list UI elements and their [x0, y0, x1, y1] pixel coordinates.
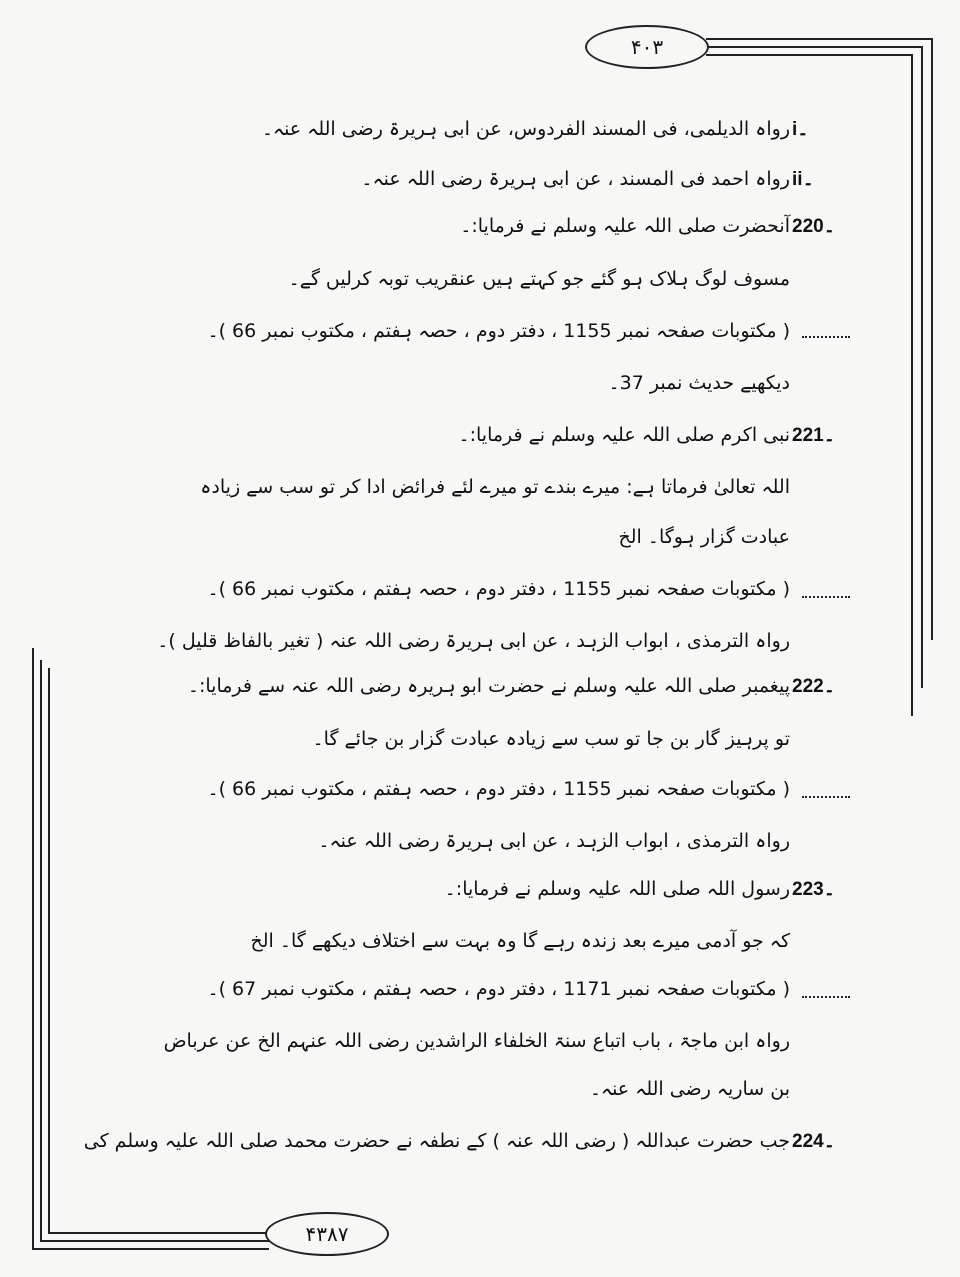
reference-line: ( مکتوبات صفحہ نمبر 1155 ، دفتر دوم ، حصہ ہفتم ، مکتوب نمبر 66 )۔: [207, 578, 790, 600]
entry-line: تو پرہیز گار بن جا تو سب سے زیادہ عبادت گزار بن جائے گا۔: [312, 728, 790, 750]
entry-line: عبادت گزار ہوگا۔ الخ: [618, 526, 790, 548]
entry-line: رواہ الدیلمی، فی المسند الفردوس، عن ابی ہریرۃ رضی اللہ عنہ۔: [261, 118, 790, 140]
note-line: بن ساریہ رضی اللہ عنہ۔: [589, 1078, 790, 1100]
reference-dots: [802, 996, 850, 998]
note-line: رواہ الترمذی ، ابواب الزہد ، عن ابی ہریرۃ رضی اللہ عنہ۔: [318, 830, 790, 852]
reference-dots: [802, 596, 850, 598]
page-number-top: ۴۰۳: [585, 25, 709, 69]
entry-line: اللہ تعالیٰ فرماتا ہے: میرے بندے تو میرے لئے فرائض ادا کر تو سب سے زیادہ: [200, 476, 790, 498]
entry-marker: 223۔: [792, 879, 835, 900]
entry-marker: 222۔: [792, 676, 835, 697]
entry-marker: i۔: [792, 119, 809, 140]
note-line: رواہ ابن ماجۃ ، باب اتباع سنۃ الخلفاء الراشدین رضی اللہ عنہم الخ عن عرباض: [163, 1030, 790, 1052]
reference-line: ( مکتوبات صفحہ نمبر 1155 ، دفتر دوم ، حصہ ہفتم ، مکتوب نمبر 66 )۔: [207, 320, 790, 342]
entry-line: جب حضرت عبداللہ ( رضی اللہ عنہ ) کے نطفہ نے حضرت محمد صلی اللہ علیہ وسلم کی: [83, 1130, 790, 1152]
entry-line: آنحضرت صلی اللہ علیہ وسلم نے فرمایا:۔: [460, 215, 790, 237]
reference-dots: [802, 796, 850, 798]
reference-dots: [802, 336, 850, 338]
entry-line: رواہ احمد فی المسند ، عن ابی ہریرۃ رضی اللہ عنہ۔: [361, 168, 790, 190]
entry-marker: ii۔: [792, 169, 814, 190]
entry-line: رسول اللہ صلی اللہ علیہ وسلم نے فرمایا:۔: [444, 878, 790, 900]
note-line: دیکھیے حدیث نمبر 37۔: [608, 372, 790, 394]
entry-line: کہ جو آدمی میرے بعد زندہ رہے گا وہ بہت سے اختلاف دیکھے گا۔ الخ: [250, 930, 790, 952]
reference-line: ( مکتوبات صفحہ نمبر 1155 ، دفتر دوم ، حصہ ہفتم ، مکتوب نمبر 66 )۔: [207, 778, 790, 800]
page-number-bottom: ۴۳۸۷: [265, 1212, 389, 1256]
entry-marker: 224۔: [792, 1131, 835, 1152]
entry-line: پیغمبر صلی اللہ علیہ وسلم نے حضرت ابو ہریرہ رضی اللہ عنہ سے فرمایا:۔: [187, 675, 790, 697]
entry-marker: 221۔: [792, 425, 835, 446]
entry-marker: 220۔: [792, 216, 835, 237]
entry-line: مسوف لوگ ہلاک ہو گئے جو کہتے ہیں عنقریب توبہ کرلیں گے۔: [288, 268, 790, 290]
entry-line: نبی اکرم صلی اللہ علیہ وسلم نے فرمایا:۔: [458, 424, 790, 446]
note-line: رواہ الترمذی ، ابواب الزہد ، عن ابی ہریرۃ رضی اللہ عنہ ( تغیر بالفاظ قلیل )۔: [157, 630, 790, 652]
reference-line: ( مکتوبات صفحہ نمبر 1171 ، دفتر دوم ، حصہ ہفتم ، مکتوب نمبر 67 )۔: [207, 978, 790, 1000]
